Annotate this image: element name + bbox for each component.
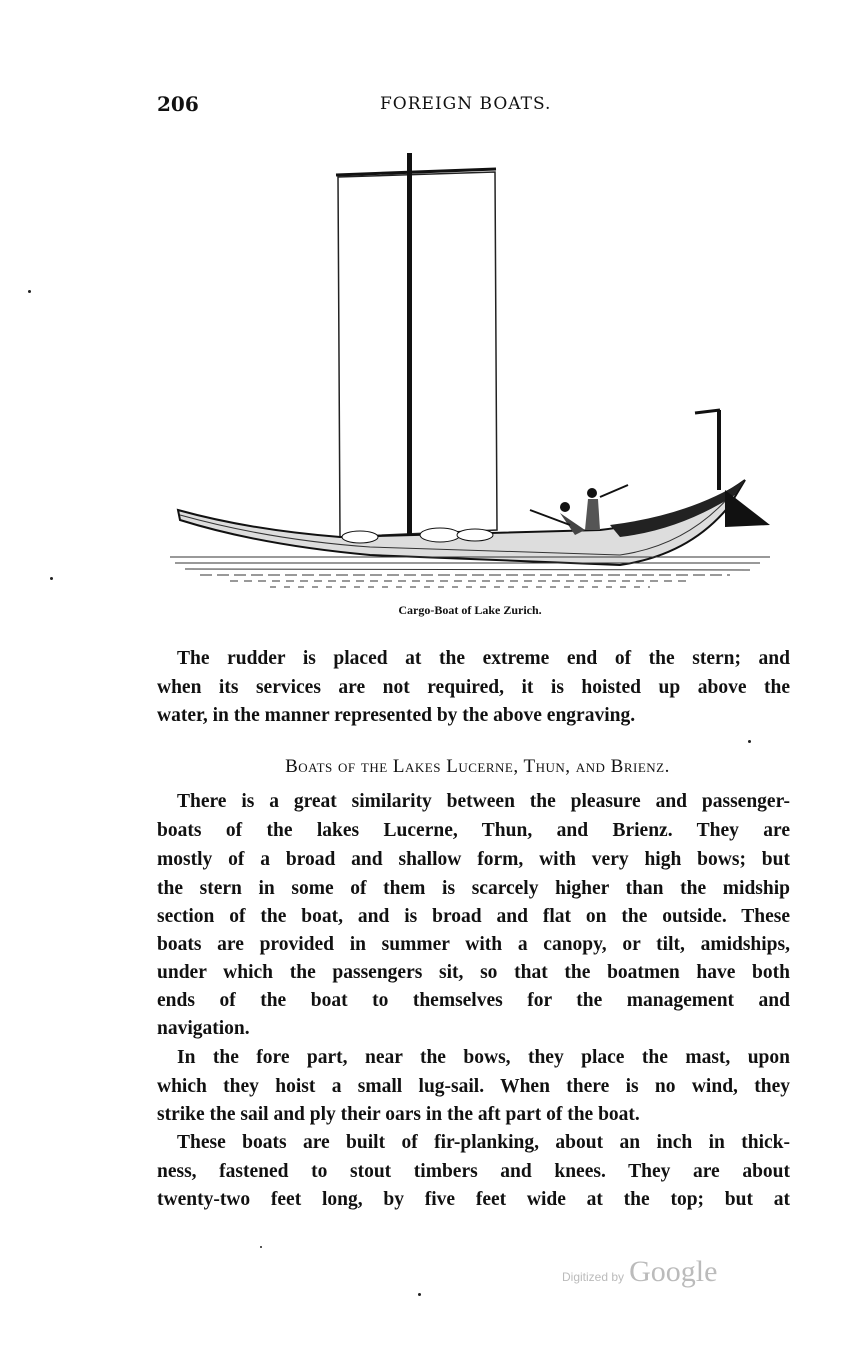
scan-speck [260,1246,262,1248]
text-line: There is a great similarity between the pleasure and passenger- [177,791,790,812]
text-line: boats are provided in summer with a canopy, or tilt, amidships, [157,934,790,955]
text-line: the stern in some of them is scarcely higher than the midship [157,878,790,899]
text-line: These boats are built of fir-planking, about an inch in thick- [177,1132,790,1153]
text-line: mostly of a broad and shallow form, with very high bows; but [157,849,790,870]
text-line: strike the sail and ply their oars in the aft part of the boat. [157,1104,640,1125]
text-line: when its services are not required, it is hoisted up above the [157,677,790,698]
boat-engraving [170,145,780,595]
text-line: navigation. [157,1018,250,1039]
running-title: FOREIGN BOATS. [380,94,552,114]
google-watermark [562,1255,717,1289]
section-heading: Boats of the Lakes Lucerne, Thun, and Brienz. [285,756,670,777]
watermark-prefix: Digitized by [562,1270,625,1284]
scan-speck [418,1293,421,1296]
text-line: ness, fastened to stout timbers and knees. They are about [157,1161,790,1182]
text-line: ends of the boat to themselves for the management and [157,990,790,1011]
text-line: boats of the lakes Lucerne, Thun, and Brienz. They are [157,820,790,841]
watermark-brand: Google [629,1255,718,1288]
text-line: section of the boat, and is broad and flat on the outside. These [157,906,790,927]
page-number: 206 [157,92,199,116]
figure-caption: Cargo-Boat of Lake Zurich. [398,603,542,617]
text-line: which they hoist a small lug-sail. When there is no wind, they [157,1076,790,1097]
scan-speck [28,290,31,293]
text-line: In the fore part, near the bows, they place the mast, upon [177,1047,790,1068]
text-line: twenty-two feet long, by five feet wide at the top; but at [157,1189,790,1210]
text-line: under which the passengers sit, so that the boatmen have both [157,962,790,983]
text-line: The rudder is placed at the extreme end of the stern; and [177,648,790,669]
text-line: water, in the manner represented by the above engraving. [157,705,636,726]
scan-speck [748,740,751,743]
scan-speck [50,577,53,580]
